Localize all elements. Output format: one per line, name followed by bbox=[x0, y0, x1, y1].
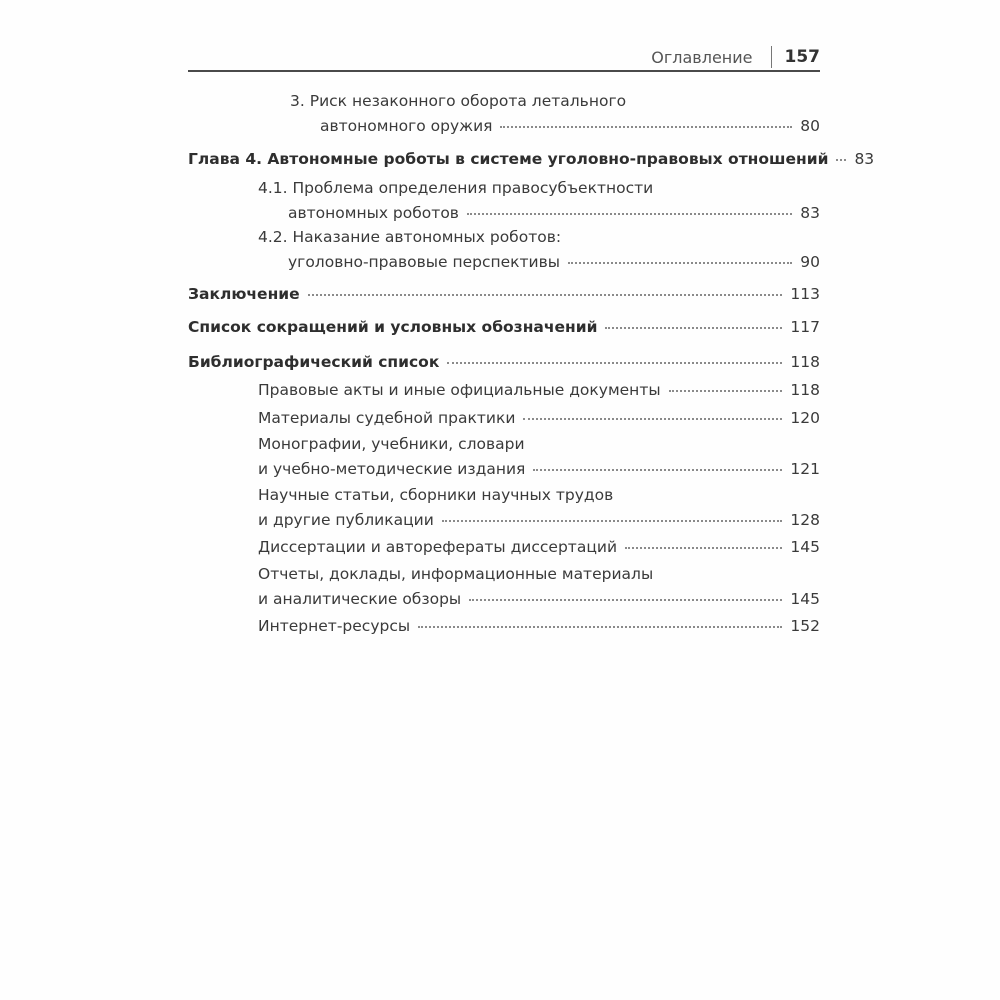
toc-entry[interactable] bbox=[258, 225, 820, 275]
dot-leader bbox=[533, 469, 782, 471]
dot-leader bbox=[467, 213, 792, 215]
dot-leader bbox=[500, 126, 792, 128]
toc-entry-title-cont: уголовно-правовые перспективы bbox=[288, 253, 560, 271]
toc-entry-title: Монографии, учебники, словари bbox=[258, 435, 525, 453]
toc-entry[interactable] bbox=[258, 562, 820, 612]
toc-entry-title: Материалы судебной практики bbox=[258, 409, 516, 427]
toc-entry-title-cont: и другие публикации bbox=[258, 511, 434, 529]
toc-entry-title: Глава 4. Автономные роботы в системе уголовно-правовых отношений bbox=[188, 150, 829, 168]
toc-chapter-entry[interactable] bbox=[188, 282, 820, 307]
toc-entry[interactable] bbox=[258, 406, 820, 431]
toc-entry-title-cont: автономного оружия bbox=[320, 117, 493, 135]
dot-leader bbox=[669, 390, 783, 392]
toc-entry-title: 3. Риск незаконного оборота летального bbox=[290, 92, 627, 110]
toc-entry-title-cont: и учебно-методические издания bbox=[258, 460, 526, 478]
toc-entry-title: Правовые акты и иные официальные документы bbox=[258, 381, 661, 399]
dot-leader bbox=[418, 626, 782, 628]
toc-page-number: 145 bbox=[790, 590, 820, 608]
dot-leader bbox=[469, 599, 782, 601]
toc-entry-title: Список сокращений и условных обозначений bbox=[188, 318, 598, 336]
dot-leader bbox=[523, 418, 782, 420]
toc-page-number: 121 bbox=[790, 460, 820, 478]
toc-entry[interactable] bbox=[258, 614, 820, 639]
toc-page-number: 83 bbox=[854, 150, 875, 168]
dot-leader bbox=[836, 159, 846, 161]
toc-entry-title: Отчеты, доклады, информационные материалы bbox=[258, 565, 654, 583]
toc-page-number: 113 bbox=[790, 285, 820, 303]
dot-leader bbox=[442, 520, 783, 522]
toc-entry[interactable] bbox=[258, 535, 820, 560]
header-separator bbox=[771, 46, 772, 68]
running-head bbox=[640, 44, 820, 70]
toc-entry-title: Библиографический список bbox=[188, 353, 440, 371]
section-title: Оглавление bbox=[651, 47, 753, 67]
toc-chapter-entry[interactable] bbox=[188, 350, 820, 375]
toc-page-number: 90 bbox=[800, 253, 820, 271]
header-rule bbox=[188, 70, 820, 72]
toc-entry[interactable] bbox=[258, 483, 820, 533]
toc-page-number: 118 bbox=[790, 353, 820, 371]
toc-entry-title: Диссертации и авторефераты диссертаций bbox=[258, 538, 618, 556]
toc-page-number: 145 bbox=[790, 538, 820, 556]
toc-chapter-entry[interactable] bbox=[188, 315, 820, 340]
toc-page-number: 118 bbox=[790, 381, 820, 399]
toc-page-number: 120 bbox=[790, 409, 820, 427]
dot-leader bbox=[308, 294, 783, 296]
toc-entry[interactable] bbox=[258, 378, 820, 403]
toc-entry-title: Интернет-ресурсы bbox=[258, 617, 411, 635]
toc-page-number: 128 bbox=[790, 511, 820, 529]
toc-page-number: 152 bbox=[790, 617, 820, 635]
page-number: 157 bbox=[784, 47, 820, 67]
toc-entry-title-cont: и аналитические обзоры bbox=[258, 590, 462, 608]
dot-leader bbox=[447, 362, 782, 364]
toc-chapter-entry[interactable] bbox=[188, 147, 875, 172]
toc-page-number: 117 bbox=[790, 318, 820, 336]
toc-entry-title: 4.2. Наказание автономных роботов: bbox=[258, 228, 562, 246]
toc-page-number: 83 bbox=[800, 204, 820, 222]
toc-entry-title: 4.1. Проблема определения правосубъектности bbox=[258, 179, 654, 197]
dot-leader bbox=[605, 327, 782, 329]
toc-entry[interactable] bbox=[290, 89, 820, 139]
toc-entry[interactable] bbox=[258, 432, 820, 482]
toc-entry-title: Заключение bbox=[188, 285, 300, 303]
toc-entry-title-cont: автономных роботов bbox=[288, 204, 459, 222]
toc-page-number: 80 bbox=[800, 117, 820, 135]
toc-entry[interactable] bbox=[258, 176, 820, 226]
toc-entry-title: Научные статьи, сборники научных трудов bbox=[258, 486, 614, 504]
dot-leader bbox=[568, 262, 792, 264]
dot-leader bbox=[625, 547, 782, 549]
